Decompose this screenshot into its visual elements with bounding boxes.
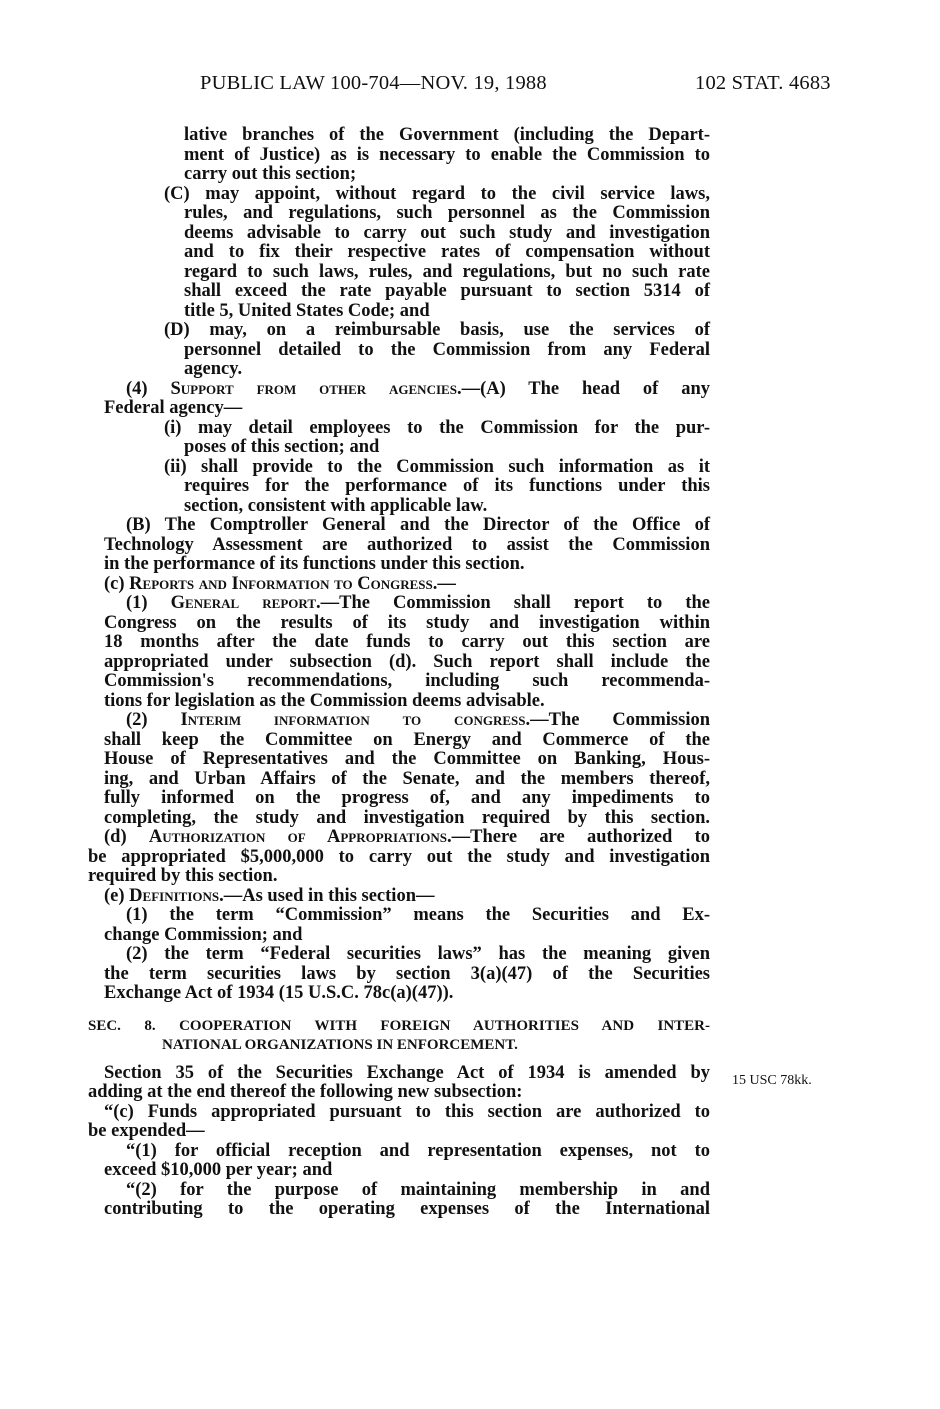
text-line xyxy=(88,750,710,770)
small-caps-heading: Authorization of Appropriations xyxy=(148,827,447,847)
statute-text-block xyxy=(88,126,710,1004)
text-line xyxy=(88,1200,710,1220)
text-line-content: be appropriated $5,000,000 to carry out the study and investigation xyxy=(88,846,710,867)
text-line xyxy=(88,146,710,166)
text-line xyxy=(88,1103,710,1123)
text-line xyxy=(88,692,710,712)
text-line xyxy=(88,906,710,926)
text-line-content: shall exceed the rate payable pursuant to section 5314 of xyxy=(184,281,710,301)
text-line-content: shall keep the Committee on Energy and Commerce of the xyxy=(104,729,710,750)
text-line-content: regard to such laws, rules, and regulations, but no such rate xyxy=(184,261,710,282)
text-line-content: personnel detailed to the Commission from any Federal xyxy=(184,339,710,360)
text-line-rest: .— xyxy=(432,573,456,594)
text-line-content: (D) may, on a reimbursable basis, use the services of xyxy=(164,320,710,340)
text-line-content: Section 35 of the Securities Exchange Act of 1934 is amended by xyxy=(104,1062,710,1083)
text-line-content: contributing to the operating expenses of the International xyxy=(104,1199,710,1219)
text-line-content: exceed $10,000 per year; and xyxy=(104,1160,333,1180)
text-line xyxy=(88,1181,710,1201)
text-line-content: (i) may detail employees to the Commission for the pur- xyxy=(164,417,710,438)
text-line-content: (B) The Comptroller General and the Director of the Office of xyxy=(126,515,710,535)
text-line-content: (2) xyxy=(126,710,181,730)
text-line-content: (1) the term “Commission” means the Securities and Ex- xyxy=(126,905,710,925)
text-line-content: and to fix their respective rates of compensation without xyxy=(184,242,710,262)
text-line xyxy=(88,477,710,497)
small-caps-heading: Support from other agencies xyxy=(170,378,457,399)
text-line xyxy=(88,204,710,224)
text-line xyxy=(88,984,710,1004)
text-line-content: (d) xyxy=(104,827,149,847)
text-line xyxy=(88,555,710,575)
text-line-rest: .—The Commission xyxy=(525,710,710,730)
text-line xyxy=(88,711,710,731)
text-line-content: Commission's recommendations, including such recommenda- xyxy=(104,671,710,691)
text-line-content: ing, and Urban Affairs of the Senate, and the members thereof, xyxy=(104,768,710,789)
text-line-content: Exchange Act of 1934 (15 U.S.C. 78c(a)(47)). xyxy=(104,983,454,1003)
text-line-rest: .—As used in this section— xyxy=(219,885,435,906)
text-line-content: completing, the study and investigation required by this section. xyxy=(104,807,710,828)
text-line-content: change Commission; and xyxy=(104,924,303,945)
text-line-rest: .—(A) The head of any xyxy=(456,378,710,399)
text-line xyxy=(88,731,710,751)
text-line-content: (c) xyxy=(104,573,130,594)
small-caps-heading: Reports and Information to Congress xyxy=(129,573,433,594)
text-line-content: (C) may appoint, without regard to the civil service laws, xyxy=(164,183,710,204)
text-line xyxy=(88,614,710,634)
body-text xyxy=(88,126,710,1220)
text-line-content: lative branches of the Government (including the Depart- xyxy=(184,125,710,145)
text-line xyxy=(88,380,710,400)
text-line xyxy=(88,848,710,868)
section-heading-line-2: NATIONAL ORGANIZATIONS IN ENFORCEMENT. xyxy=(162,1037,518,1053)
text-line xyxy=(88,653,710,673)
text-line-content: “(2) for the purpose of maintaining membership in and xyxy=(126,1179,710,1200)
text-line-content: adding at the end thereof the following new subsection: xyxy=(88,1082,523,1102)
text-line xyxy=(88,360,710,380)
text-line xyxy=(88,672,710,692)
text-line-content: 18 months after the date funds to carry out this section are xyxy=(104,632,710,652)
text-line-rest: .—The Commission shall report to the xyxy=(315,593,710,613)
text-line xyxy=(88,302,710,322)
text-line xyxy=(88,399,710,419)
text-line-content: appropriated under subsection (d). Such report shall include the xyxy=(104,651,710,672)
text-line-content: required by this section. xyxy=(88,866,278,886)
text-line xyxy=(88,263,710,283)
text-line xyxy=(88,926,710,946)
text-line-content: poses of this section; and xyxy=(184,437,380,457)
text-line-content: (e) xyxy=(104,885,130,906)
text-line-content: rules, and regulations, such personnel as the Commission xyxy=(184,203,710,223)
text-line-content: deems advisable to carry out such study and investigation xyxy=(184,222,710,243)
text-line xyxy=(88,438,710,458)
small-caps-heading: Interim information to congress xyxy=(180,710,526,730)
text-line-content: ment of Justice) as is necessary to enable the Commission to xyxy=(184,144,710,165)
text-line xyxy=(88,633,710,653)
text-line-content: fully informed on the progress of, and any impediments to xyxy=(104,788,710,808)
text-line xyxy=(88,809,710,829)
text-line-rest: .—There are authorized to xyxy=(446,827,710,847)
text-line-content: in the performance of its functions under this section. xyxy=(104,554,525,574)
text-line-content: (4) xyxy=(126,378,171,399)
text-line-content: Technology Assessment are authorized to assist the Commission xyxy=(104,534,710,555)
text-line xyxy=(88,789,710,809)
text-line xyxy=(88,965,710,985)
text-line xyxy=(88,282,710,302)
text-line xyxy=(88,224,710,244)
text-line xyxy=(88,1161,710,1181)
text-line xyxy=(88,828,710,848)
running-header-page-number: 102 STAT. 4683 xyxy=(695,72,831,94)
small-caps-heading: General report xyxy=(170,593,316,613)
text-line-content: (ii) shall provide to the Commission such information as it xyxy=(164,456,710,477)
section-8-text-block xyxy=(88,1064,710,1220)
text-line-content: requires for the performance of its functions under this xyxy=(184,476,710,496)
text-line xyxy=(88,321,710,341)
text-line xyxy=(88,1064,710,1084)
text-line xyxy=(88,341,710,361)
text-line-content: the term securities laws by section 3(a)(47) of the Securities xyxy=(104,963,710,984)
text-line xyxy=(88,419,710,439)
text-line-content: tions for legislation as the Commission deems advisable. xyxy=(104,690,545,711)
text-line-content: carry out this section; xyxy=(184,164,357,184)
text-line xyxy=(88,165,710,185)
text-line-content: title 5, United States Code; and xyxy=(184,300,430,321)
text-line xyxy=(88,243,710,263)
text-line-content: House of Representatives and the Committee on Banking, Hous- xyxy=(104,749,710,769)
text-line xyxy=(88,770,710,790)
text-line-content: “(c) Funds appropriated pursuant to this section are authorized to xyxy=(104,1101,710,1122)
text-line xyxy=(88,126,710,146)
text-line xyxy=(88,1122,710,1142)
text-line-content: (2) the term “Federal securities laws” has the meaning given xyxy=(126,944,710,964)
text-line xyxy=(88,185,710,205)
text-line-content: Federal agency— xyxy=(104,398,243,418)
text-line-content: (1) xyxy=(126,593,171,613)
text-line-content: section, consistent with applicable law. xyxy=(184,495,488,516)
text-line xyxy=(88,1142,710,1162)
text-line xyxy=(88,887,710,907)
text-line xyxy=(88,594,710,614)
text-line xyxy=(88,867,710,887)
text-line-content: be expended— xyxy=(88,1121,205,1141)
text-line xyxy=(88,458,710,478)
margin-citation-note: 15 USC 78kk. xyxy=(732,1073,812,1088)
text-line-content: “(1) for official reception and representation expenses, not to xyxy=(126,1140,710,1161)
text-line-content: Congress on the results of its study and investigation within xyxy=(104,612,710,633)
text-line xyxy=(88,516,710,536)
small-caps-heading: Definitions xyxy=(129,885,220,906)
running-header-left: PUBLIC LAW 100-704—NOV. 19, 1988 xyxy=(200,72,547,94)
text-line xyxy=(88,945,710,965)
section-heading-line-1: SEC. 8. COOPERATION WITH FOREIGN AUTHORITIES AND INTER- xyxy=(88,1017,710,1034)
text-line xyxy=(88,575,710,595)
text-line xyxy=(88,536,710,556)
text-line-content: agency. xyxy=(184,359,243,379)
text-line xyxy=(88,1083,710,1103)
text-line xyxy=(88,497,710,517)
